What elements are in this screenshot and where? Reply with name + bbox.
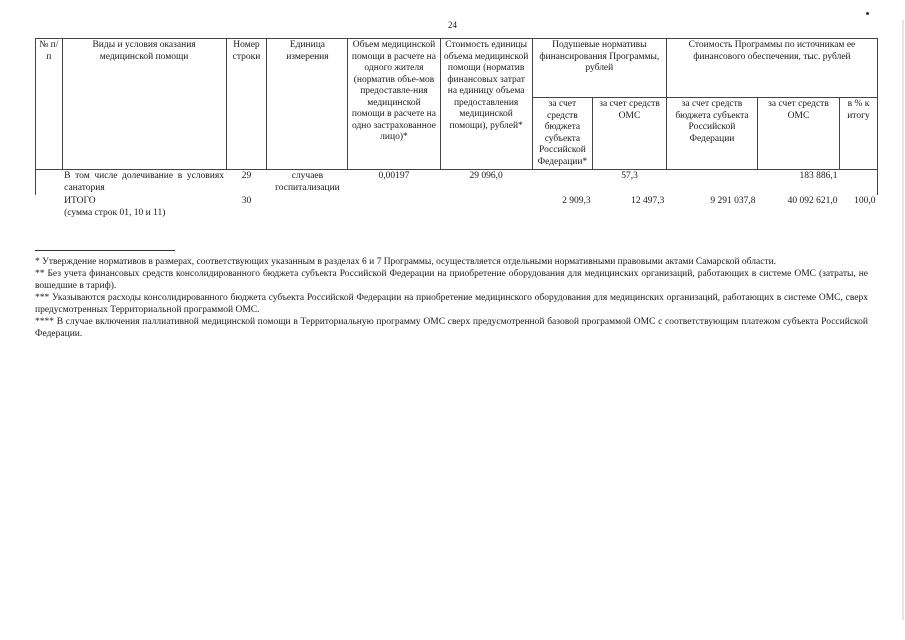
scan-edge-shadow — [902, 20, 904, 620]
table-row — [36, 195, 878, 220]
cell-per-capita-budget — [532, 170, 592, 196]
cell-cost-oms: 40 092 621,0 — [787, 196, 838, 206]
header-per-capita-oms: за счет средств ОМС — [593, 98, 667, 170]
header-group-cost-sources: Стоимость Программы по источникам ее финансового обеспечения, тыс. рублей — [666, 39, 877, 98]
footnotes — [35, 256, 868, 340]
cell-row-number: 30 — [241, 196, 252, 206]
scan-speck — [866, 12, 869, 15]
cell-no — [36, 170, 63, 196]
header-group-per-capita: Подушевые нормативы финансирования Программы, рублей — [532, 39, 666, 98]
header-row-number: Номер строки — [226, 39, 267, 170]
header-cost-oms: за счет средств ОМС — [758, 98, 840, 170]
header-per-capita-budget: за счет средств бюджета субъекта Российской Федерации* — [532, 98, 592, 170]
header-cost-percent: в % к итогу — [839, 98, 877, 170]
header-cost-budget: за счет средств бюджета субъекта Российской Федерации — [666, 98, 757, 170]
cell-cost-percent: 100,0 — [854, 196, 876, 206]
cell-cost-budget — [666, 170, 757, 196]
cell-cost-percent — [839, 170, 877, 196]
cell-row-number: 29 — [241, 171, 252, 181]
cell-per-capita-oms: 12 497,3 — [631, 196, 665, 206]
cell-cost: 29 096,0 — [469, 171, 503, 181]
cell-cost — [440, 195, 532, 220]
cell-per-capita-oms: 57,3 — [621, 171, 638, 181]
cell-volume — [348, 195, 440, 220]
cell-type: ИТОГО (сумма строк 01, 10 и 11) — [64, 196, 166, 218]
cell-volume: 0,00197 — [378, 171, 410, 181]
header-row-1 — [36, 39, 878, 98]
header-cost: Стоимость единицы объема медицинской помощи (норматив финансовых затрат на единицу объема предоставления медицинской помощи), рублей* — [440, 39, 532, 170]
cell-cost-budget: 9 291 037,8 — [710, 196, 756, 206]
cell-per-capita-budget: 2 909,3 — [562, 196, 591, 206]
header-no: № п/п — [36, 39, 63, 170]
header-types: Виды и условия оказания медицинской помощи — [62, 39, 226, 170]
cell-unit: случаев госпитализации — [275, 171, 340, 193]
program-cost-table — [35, 38, 878, 220]
page-number: 24 — [448, 20, 457, 30]
cell-type: В том числе долечивание в условиях санатория — [64, 171, 224, 193]
header-unit: Единица измерения — [267, 39, 348, 170]
cell-unit — [267, 195, 348, 220]
footnote-2: ** Без учета финансовых средств консолидированного бюджета субъекта Российской Федерации на приобретение оборудования для медицинских организаций, работающих в системе ОМС (затраты, не вошедшие в тариф). — [35, 269, 868, 291]
footnote-1: * Утверждение нормативов в размерах, соответствующих указанным в разделах 6 и 7 Программы, осуществляется отдельными нормативными правовыми актами Самарской области. — [35, 257, 777, 267]
footnote-divider — [35, 250, 175, 251]
cell-cost-oms: 183 886,1 — [799, 171, 838, 181]
cell-no — [36, 195, 63, 220]
footnote-3: *** Указываются расходы консолидированного бюджета субъекта Российской Федерации на приобретение медицинского оборудования для медицинских организаций, работающих в системе ОМС, сверх предусмотренных Территориальной программой ОМС. — [35, 293, 868, 315]
footnote-4: **** В случае включения паллиативной медицинской помощи в Территориальную программу ОМС сверх предусмотренной базовой программой ОМС с соответствующим платежом субъекта Российской Федерации. — [35, 317, 868, 339]
header-volume: Объем медицинской помощи в расчете на одного жителя (норматив объе-мов предоставле-ния медицинской помощи в расчете на одно застрахованное лицо)* — [348, 39, 440, 170]
table-row — [36, 170, 878, 196]
